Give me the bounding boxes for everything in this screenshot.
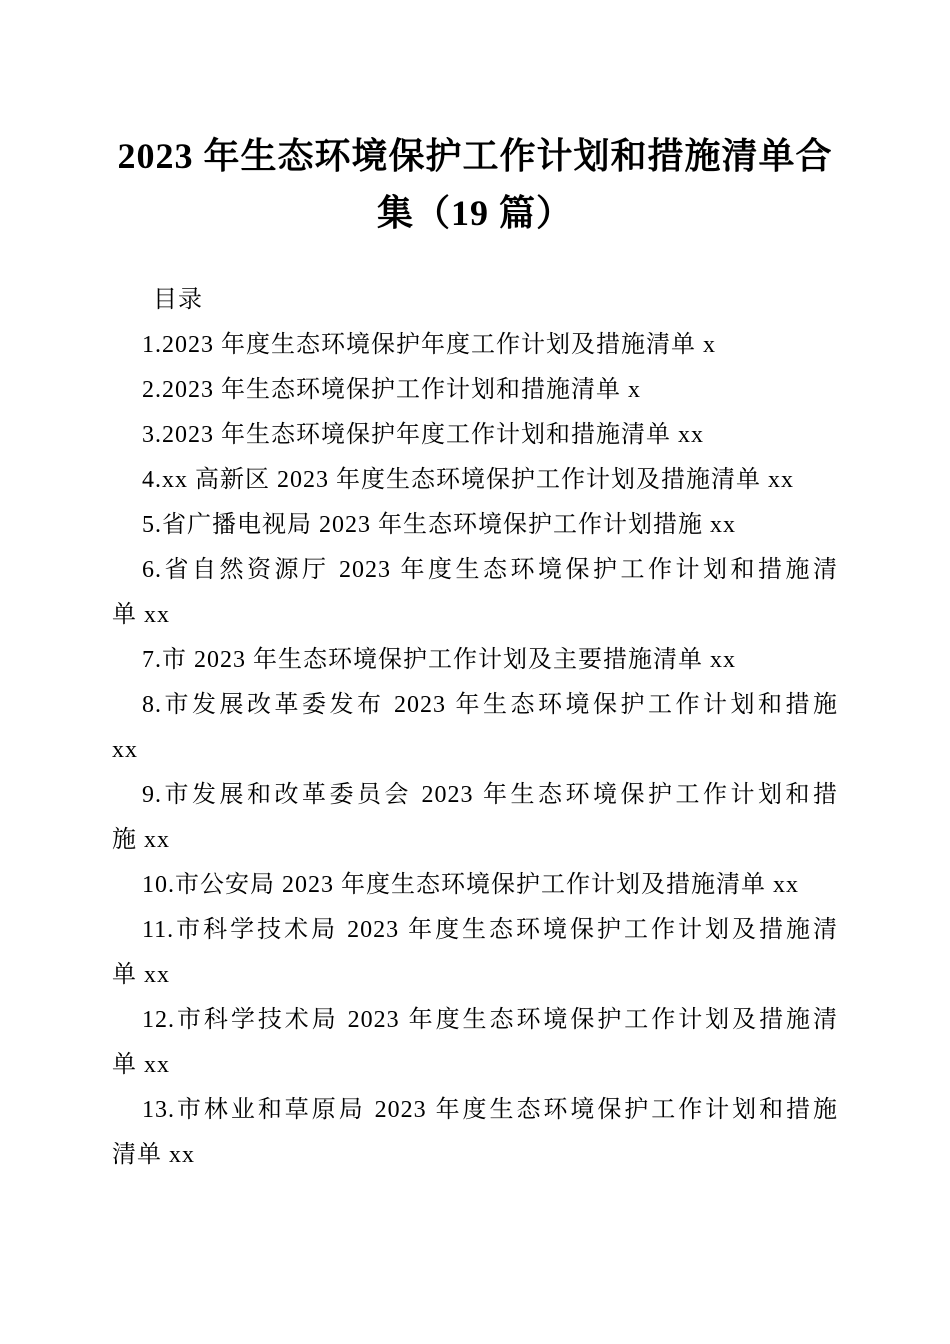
toc-line: 7.市 2023 年生态环境保护工作计划及主要措施清单 xx — [142, 647, 736, 673]
toc-line: 单 xx — [112, 602, 170, 628]
toc-line: 13.市林业和草原局 2023 年度生态环境保护工作计划和措施 — [142, 1097, 838, 1123]
toc-item — [112, 458, 838, 503]
toc-item — [112, 683, 838, 773]
toc-line: 11.市科学技术局 2023 年度生态环境保护工作计划及措施清 — [142, 917, 838, 943]
toc-item — [112, 1088, 838, 1178]
toc-line: 单 xx — [112, 1052, 170, 1078]
toc-item — [112, 863, 838, 908]
toc-line: 清单 xx — [112, 1142, 195, 1168]
page-title — [112, 128, 838, 242]
toc-line: 6.省自然资源厅 2023 年度生态环境保护工作计划和措施清 — [142, 557, 838, 583]
toc-line: 施 xx — [112, 827, 170, 853]
toc-line: 3.2023 年生态环境保护年度工作计划和措施清单 xx — [142, 422, 704, 448]
toc-line: 2.2023 年生态环境保护工作计划和措施清单 x — [142, 377, 641, 403]
toc-line: 8.市发展改革委发布 2023 年生态环境保护工作计划和措施 — [142, 692, 838, 718]
toc-line: 1.2023 年度生态环境保护年度工作计划及措施清单 x — [142, 332, 716, 358]
toc-line: 5.省广播电视局 2023 年生态环境保护工作计划措施 xx — [142, 512, 736, 538]
toc-line: 4.xx 高新区 2023 年度生态环境保护工作计划及措施清单 xx — [142, 467, 794, 493]
toc-line: 10.市公安局 2023 年度生态环境保护工作计划及措施清单 xx — [142, 872, 799, 898]
toc-line: 单 xx — [112, 962, 170, 988]
document-content — [112, 0, 838, 1178]
toc-item — [112, 413, 838, 458]
toc-item — [112, 368, 838, 413]
toc-heading: 目录 — [153, 287, 203, 313]
toc-item — [112, 323, 838, 368]
toc-item — [112, 503, 838, 548]
page-title-line: 集（19 篇） — [376, 193, 573, 233]
toc-item — [112, 638, 838, 683]
toc-line: 12.市科学技术局 2023 年度生态环境保护工作计划及措施清 — [142, 1007, 838, 1033]
toc-line: 9.市发展和改革委员会 2023 年生态环境保护工作计划和措 — [142, 782, 838, 808]
page-title-line: 2023 年生态环境保护工作计划和措施清单合 — [117, 136, 833, 176]
table-of-contents — [112, 278, 838, 1178]
toc-item-list — [112, 323, 838, 1178]
toc-item — [112, 908, 838, 998]
toc-item — [112, 998, 838, 1088]
toc-item — [112, 773, 838, 863]
toc-line: xx — [112, 737, 138, 763]
toc-item — [112, 548, 838, 638]
